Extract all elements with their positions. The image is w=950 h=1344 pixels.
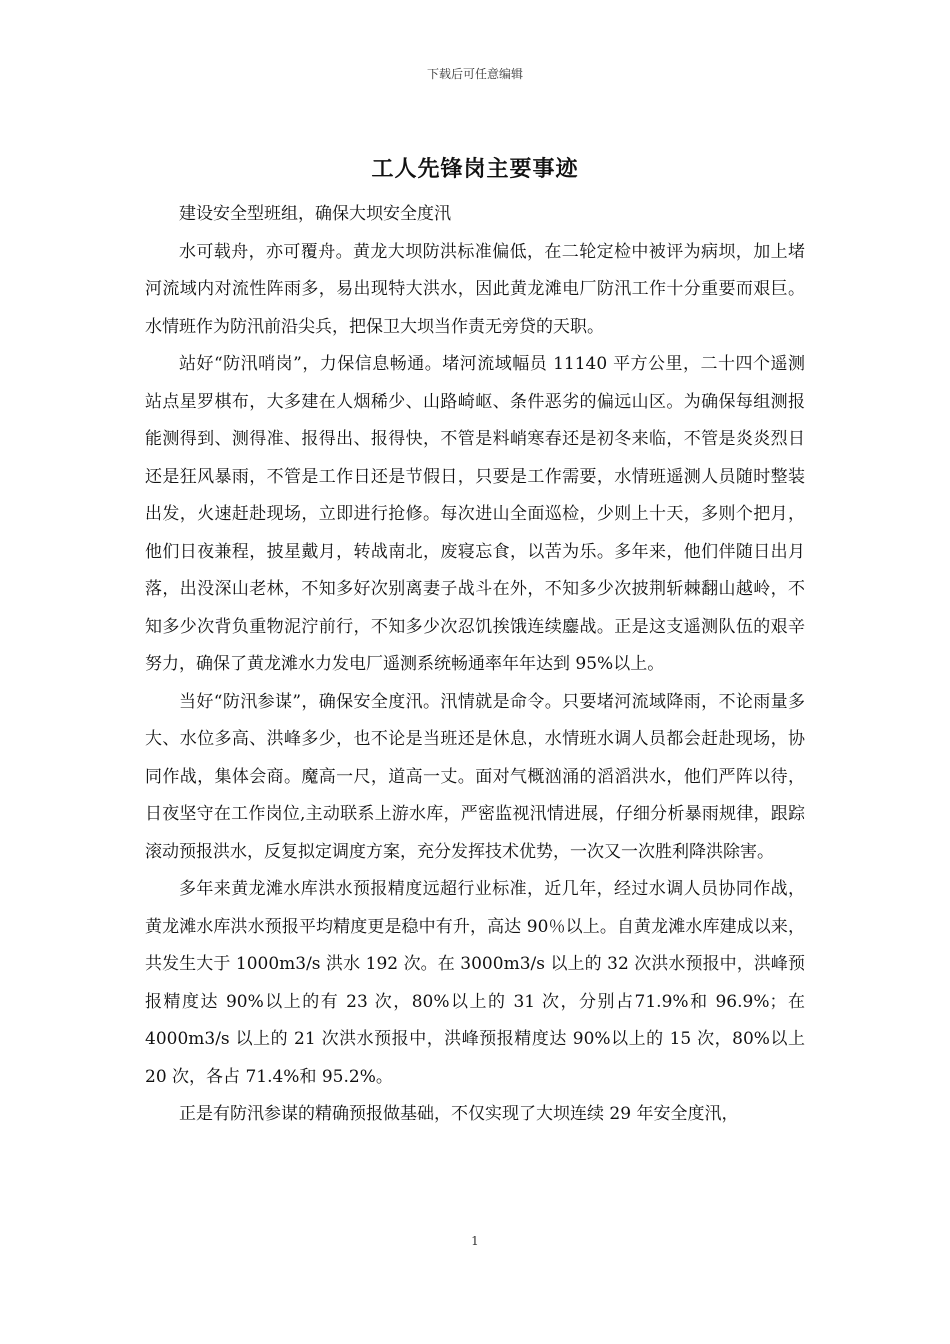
section-heading: 建设安全型班组，确保大坝安全度汛 (179, 204, 451, 224)
paragraph: 当好“防汛参谋”，确保安全度汛。汛情就是命令。只要堵河流域降雨，不论雨量多大、水位多高、洪峰多少，也不论是当班还是休息，水情班水调人员都会赶赴现场，协同作战，集体会商。魔高一尺，道高一丈。面对气概汹涌的滔滔洪水，他们严阵以待，日夜坚守在工作岗位,主动联系上游水库，严密监视汛情进展，仔细分析暴雨规律，跟踪滚动预报洪水，反复拟定调度方案，充分发挥技术优势，一次又一次胜利降洪除害。 (145, 691, 805, 862)
paragraph: 水可载舟，亦可覆舟。黄龙大坝防洪标准偏低，在二轮定检中被评为病坝，加上堵河流域内对流性阵雨多，易出现特大洪水，因此黄龙滩电厂防汛工作十分重要而艰巨。水情班作为防汛前沿尖兵，把保卫大坝当作责无旁贷的天职。 (145, 241, 805, 337)
paragraph: 正是有防汛参谋的精确预报做基础，不仅实现了大坝连续 29 年安全度汛， (179, 1104, 739, 1124)
document-title: 工人先锋岗主要事迹 (371, 156, 579, 182)
paragraph: 多年来黄龙滩水库洪水预报精度远超行业标准，近几年，经过水调人员协同作战，黄龙滩水库洪水预报平均精度更是稳中有升，高达 90％以上。自黄龙滩水库建成以来，共发生大于 1000m3/s 洪水 192 次。在 3000m3/s 以上的 32 次洪水预报中，洪峰预报精度达 90%以上的有 23 次，80%以上的 31 次，分别占71.9%和 96.9%；在 4000m3/s 以上的 21 次洪水预报中，洪峰预报精度达 90%以上的 15 次，80%以上 20 次，各占 71.4%和 95.2%。 (145, 879, 805, 1087)
paragraph: 站好“防汛哨岗”，力保信息畅通。堵河流域幅员 11140 平方公里，二十四个遥测站点星罗棋布，大多建在人烟稀少、山路崎岖、条件恶劣的偏远山区。为确保每组测报能测得到、测得准、报得出、报得快，不管是料峭寒春还是初冬来临，不管是炎炎烈日还是狂风暴雨，不管是工作日还是节假日，只要是工作需要，水情班遥测人员随时整装出发，火速赶赴现场，立即进行抢修。每次进山全面巡检，少则上十天，多则个把月，他们日夜兼程，披星戴月，转战南北，废寝忘食，以苦为乐。多年来，他们伴随日出月落，出没深山老林，不知多好次别离妻子战斗在外，不知多少次披荆斩棘翻山越岭，不知多少次背负重物泥泞前行，不知多少次忍饥挨饿连续鏖战。正是这支遥测队伍的艰辛努力，确保了黄龙滩水力发电厂遥测系统畅通率年年达到 95%以上。 (145, 354, 805, 674)
document-body (145, 196, 805, 1134)
page-number: 1 (471, 1234, 479, 1248)
header-note: 下载后可任意编辑 (426, 67, 523, 81)
